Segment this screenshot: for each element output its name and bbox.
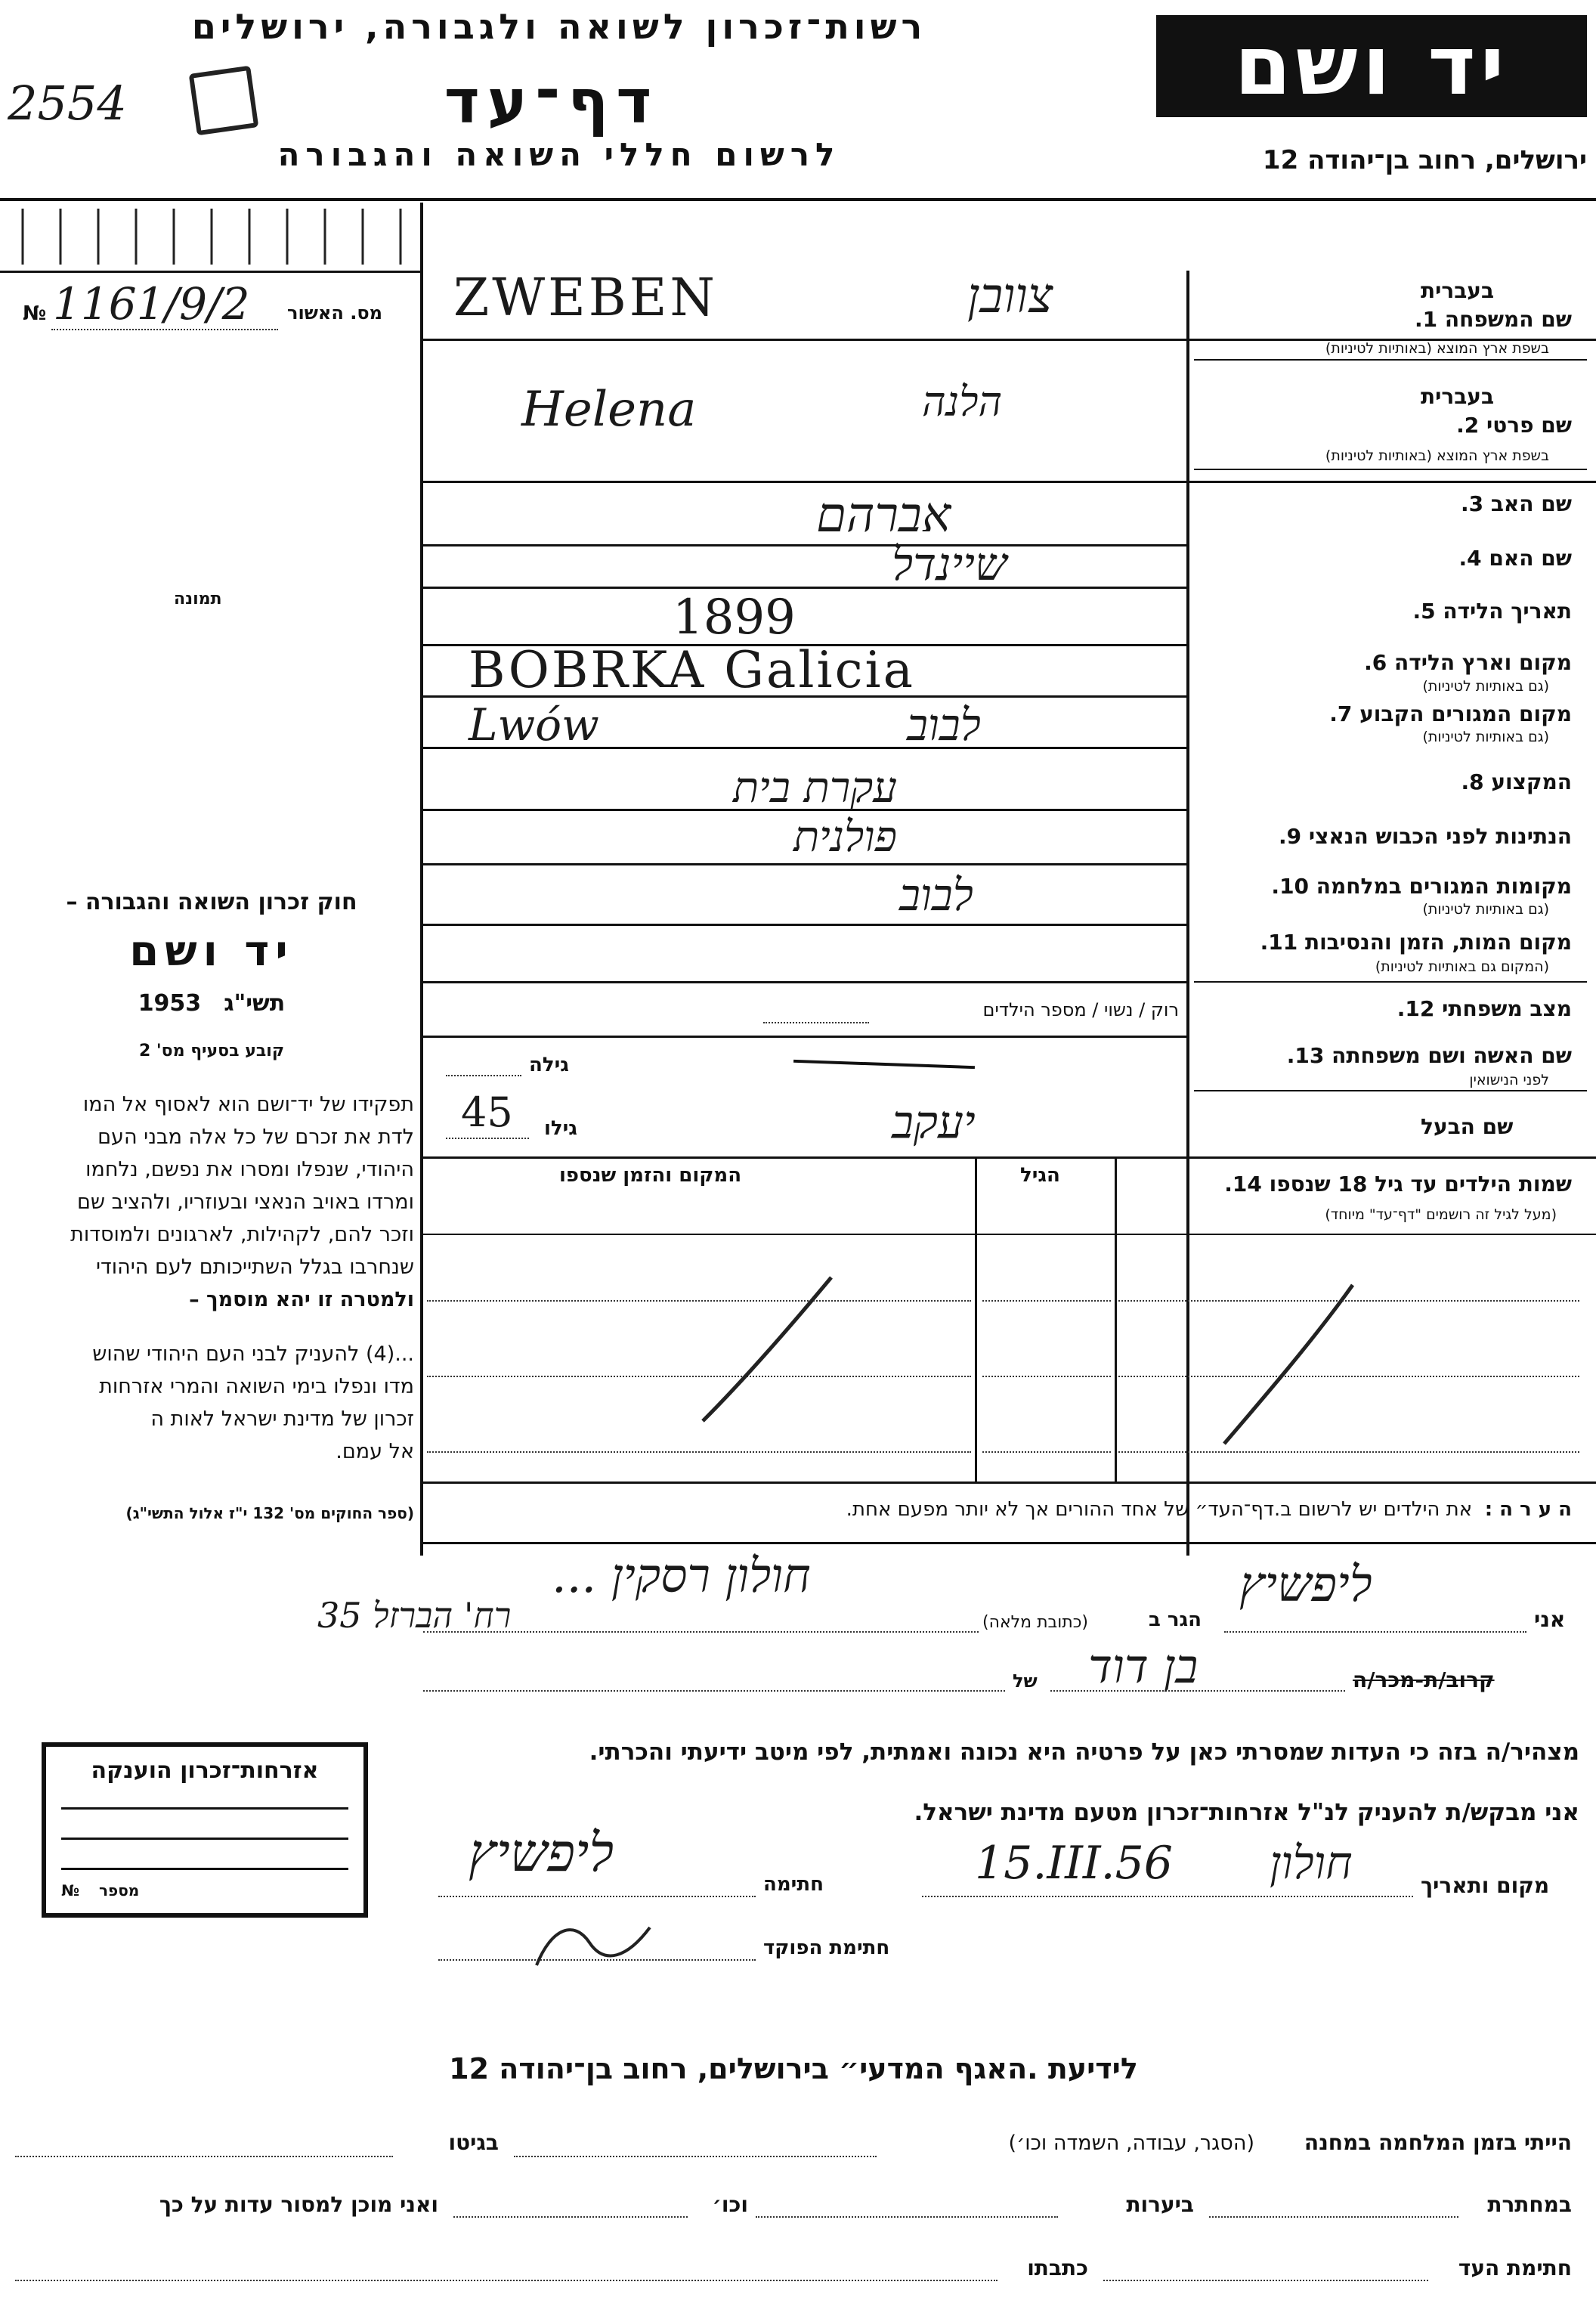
husband-label: שם הבעל (1421, 1114, 1514, 1139)
field-1-lang: בעברית (1421, 278, 1495, 303)
law-line: אל עמם. (336, 1440, 414, 1463)
husband-value[interactable]: יעקב (892, 1096, 976, 1149)
field-5-num: 5. (1412, 599, 1436, 624)
field-10-value[interactable]: לבוב (899, 869, 973, 921)
field-2-label (1285, 413, 1572, 438)
law-clause: קובע בסעיף מס' 2 (138, 1042, 285, 1060)
field-2-label-text: שם פרטי (1486, 413, 1572, 438)
info-line3-b: כתבתו (1027, 2256, 1088, 2280)
field-3-label-text: שם האב (1490, 491, 1572, 516)
field-2-value[interactable]: Helena (521, 382, 697, 438)
witness-request: אני מבקש/ת להעניק לנ"ל אזרחות־זכרון מטעם מדינת ישראל. (914, 1799, 1579, 1826)
witness-residing-label: הגר ב (1149, 1608, 1202, 1631)
place-date-label: מקום ותאריך (1421, 1873, 1550, 1898)
law-line: ולמטרה זו יהא מוסמך – (189, 1288, 414, 1311)
field-4-num: 4. (1458, 546, 1482, 571)
field-13-num: 13. (1286, 1043, 1325, 1068)
officer-signature-label: חתימת הפוקד (763, 1937, 890, 1959)
stamp-no-label: מספר (99, 1881, 140, 1899)
field-10-label-text: מקומות המגורים במלחמה (1316, 874, 1572, 899)
note-line (453, 1498, 1572, 1521)
field-5-label (1285, 599, 1572, 624)
children-num: 14. (1224, 1172, 1262, 1197)
tick-row (0, 203, 423, 271)
field-2-lang: בעברית (1421, 384, 1495, 409)
field-10-num: 10. (1271, 874, 1310, 899)
stamp-no-prefix: № (61, 1881, 80, 1899)
info-line1-c: בגיטו (448, 2130, 499, 2155)
citizenship-stamp-box (42, 1742, 368, 1918)
children-age-col: הגיל (1020, 1164, 1060, 1187)
law-line: תפקידו של יד־ושם הוא לאסוף אל המו (82, 1093, 414, 1116)
address: ירושלים, רחוב בן־יהודה 12 (1262, 145, 1587, 175)
children-label (1118, 1172, 1572, 1197)
field-1-label (1285, 307, 1572, 332)
field-10-sub: (גם באותיות לטיניות) (1422, 901, 1549, 918)
field-7-sub: (גם באותיות לטיניות) (1422, 729, 1549, 745)
field-2-value-hebrew[interactable]: הלנה (922, 378, 1003, 426)
field-11-label-text: מקום המות, הזמן והנסיבות (1304, 930, 1572, 955)
approval-number[interactable]: 1161/9/2 (53, 278, 250, 330)
law-line: שנחרבו בגלל השתייכותם לעם היהודי (95, 1255, 414, 1279)
law-year: 1953 (138, 990, 202, 1017)
field-10-label (1209, 874, 1572, 899)
children-label-text: שמות הילדים עד גיל 18 שנספו (1269, 1172, 1572, 1197)
law-text (6, 1088, 414, 1316)
field-9-label-text: הנתינות לפני הכבוש הנאצי (1308, 824, 1572, 849)
stamp-title: אזרחות־זכרון הוענקה (91, 1757, 319, 1784)
field-11-label (1209, 930, 1572, 955)
law-year-row (45, 990, 378, 1017)
witness-address-2[interactable]: רח' הברזל 35 (317, 1595, 512, 1636)
witness-place[interactable]: חולון (1270, 1837, 1353, 1890)
note-text: את הילדים יש לרשום ב.דף־העד״ של אחד ההורים אך לא יותר מפעם אחת. (846, 1498, 1473, 1521)
law-line: לדת את זכרם של כל אלה מבני העם (97, 1125, 414, 1149)
approval-no-prefix: № (23, 302, 47, 325)
approval-label: מס. האשור (287, 302, 382, 324)
witness-relation-label: קרוב/ת-מכר/ה (1353, 1667, 1495, 1692)
doc-title: דף־עד (444, 67, 660, 137)
children-place-col: המקום והזמן שנספו (559, 1164, 742, 1187)
law-line: היהודי, שנפלו ומסרו את נפשם, נלחמו (85, 1158, 414, 1181)
field-8-label-text: המקצוע (1491, 769, 1572, 794)
husband-age-label: גילו (544, 1117, 577, 1140)
field-1-num: 1. (1415, 307, 1438, 332)
info-line2-b: ביערות (1126, 2192, 1194, 2217)
info-line2-c: וכו׳ (712, 2192, 748, 2217)
law-footnote: (ספר החוקים מס' 132 י"ז אלול התשי"ג) (125, 1504, 414, 1522)
field-6-sub: (גם באותיות לטיניות) (1422, 678, 1549, 695)
field-5-value[interactable]: 1899 (673, 590, 796, 646)
pin-mark (189, 66, 259, 136)
field-2-num: 2. (1456, 413, 1480, 438)
field-13-label (1209, 1043, 1572, 1068)
field-3-value[interactable]: אברהם (816, 488, 951, 543)
field-1-value[interactable]: ZWEBEN (453, 268, 718, 328)
witness-of-label: של (1013, 1670, 1038, 1692)
field-2-sub: בשפת ארץ המוצא (באותיות לטיניות) (1325, 447, 1549, 464)
field-6-value[interactable]: BOBRKA Galicia (469, 641, 916, 699)
husband-age[interactable]: 45 (461, 1088, 513, 1136)
wife-age-label: גילה (529, 1054, 569, 1076)
field-8-value[interactable]: עקרת בית (733, 763, 897, 813)
strike-mark-left (680, 1270, 861, 1436)
field-7-value-hebrew[interactable]: לבוב (907, 699, 981, 751)
info-line2-d: ואני מוכן למסור עדות על כך (159, 2192, 438, 2217)
law-name: יד ושם (129, 927, 294, 976)
yad-vashem-logo (1156, 15, 1587, 117)
children-sub: (מעל לגיל זה רושמים "דף־עד" מיוחד) (1325, 1206, 1557, 1223)
field-6-label (1285, 650, 1572, 675)
witness-address[interactable]: חולון רסקין ... (552, 1548, 811, 1603)
marital-options: רוק / נשוי / מספר הילדים (982, 999, 1179, 1020)
field-11-num: 11. (1260, 930, 1298, 955)
field-7-num: 7. (1329, 701, 1353, 726)
field-4-label (1285, 546, 1572, 571)
field-6-num: 6. (1364, 650, 1387, 675)
field-6-label-text: מקום וארץ הלידה (1394, 650, 1572, 675)
witness-address-hint: (כתובת מלאה) (982, 1613, 1088, 1632)
law-title: חוק זכרון השואה והגבורה – (66, 889, 357, 915)
doc-subtitle: לרשום חללי השואה והגבורה (277, 136, 841, 173)
witness-relation[interactable]: בן דוד (1088, 1639, 1199, 1694)
field-5-label-text: תאריך הלידה (1443, 599, 1572, 624)
field-8-num: 8. (1461, 769, 1484, 794)
witness-name[interactable]: ליפשיץ (1239, 1557, 1372, 1613)
officer-signature-scribble (529, 1912, 665, 1973)
institution-name: רשות־זכרון לשואה ולגבורה, ירושלים (191, 6, 927, 47)
signature-label: חתימה (763, 1873, 824, 1896)
witness-i-label: אני (1534, 1607, 1566, 1632)
field-7-value[interactable]: Lwów (469, 699, 599, 751)
field-11-sub: (המקום גם באותיות לטיניות) (1375, 958, 1549, 975)
field-9-value[interactable]: פולנית (793, 813, 897, 862)
field-7-label (1285, 701, 1572, 726)
field-1-sub: בשפת ארץ המוצא (באותיות לטיניות) (1325, 340, 1549, 357)
field-8-label (1285, 769, 1572, 794)
photo-label: תמונה (174, 590, 222, 608)
law-line: מדו ונפלו בימי השואה והמרי אזרחות (99, 1375, 414, 1398)
witness-signature[interactable]: ליפשיץ (469, 1822, 614, 1884)
law-line: וזכר להם, לקהילות, לארגונים ולמוסדות (70, 1223, 414, 1246)
field-13-sub: לפני הנישואין (1469, 1072, 1549, 1088)
strike-mark-right (1209, 1270, 1375, 1451)
field-13-label-text: שם האשה ושם משפחתה (1332, 1043, 1572, 1068)
field-12-num: 12. (1396, 996, 1435, 1021)
field-4-label-text: שם האם (1489, 546, 1572, 571)
logo-text: יד ושם (1234, 19, 1509, 113)
field-9-num: 9. (1279, 824, 1302, 849)
note-label: ה ע ר ה : (1484, 1498, 1572, 1521)
law-line: ...(4) להעניק לבני העם היהודי שהוש (92, 1342, 414, 1366)
law-line: זכרון של מדינת ישראל לאות ה (150, 1407, 414, 1431)
field-3-label (1285, 491, 1572, 516)
field-3-num: 3. (1460, 491, 1484, 516)
field-4-value[interactable]: שיינדל (892, 538, 1007, 591)
info-line1-a: הייתי בזמן המלחמה במחנה (1304, 2130, 1572, 2155)
info-line1-b: (הסגר, עבודה, השמדה וכו׳) (1008, 2132, 1254, 2155)
tick-marks (0, 203, 423, 271)
field-7-label-text: מקום המגורים הקבוע (1359, 701, 1572, 726)
field-1-label-text: שם המשפחה (1444, 307, 1572, 332)
field-1-value-hebrew[interactable]: צוובן (967, 268, 1053, 324)
law-year-heb: תשי"ג (224, 990, 286, 1017)
law-line: ומרדו באויב הנאצי ובעוזריו, ולהציב שם (76, 1190, 414, 1214)
field-9-label (1209, 824, 1572, 849)
info-line2-a: במחתרת (1487, 2192, 1572, 2217)
field-12-label-text: מצב משפחתי (1442, 996, 1572, 1021)
witness-declaration: מצהיר/ה בזה כי העדות שמסרתי כאן על פרטיה היא נכונה ואמתית, לפי מיטב ידיעתי והכרתי. (589, 1738, 1579, 1766)
field-12-label (1285, 996, 1572, 1021)
witness-date[interactable]: 15.III.56 (975, 1837, 1173, 1890)
info-heading: לידיעת .האגף המדעי״ בירושלים, רחוב בן־יהודה 12 (449, 2052, 1138, 2085)
info-line3-a: חתימת העד (1458, 2256, 1572, 2280)
law-text-2 (6, 1338, 414, 1468)
handwritten-file-number: 2554 (8, 76, 127, 131)
